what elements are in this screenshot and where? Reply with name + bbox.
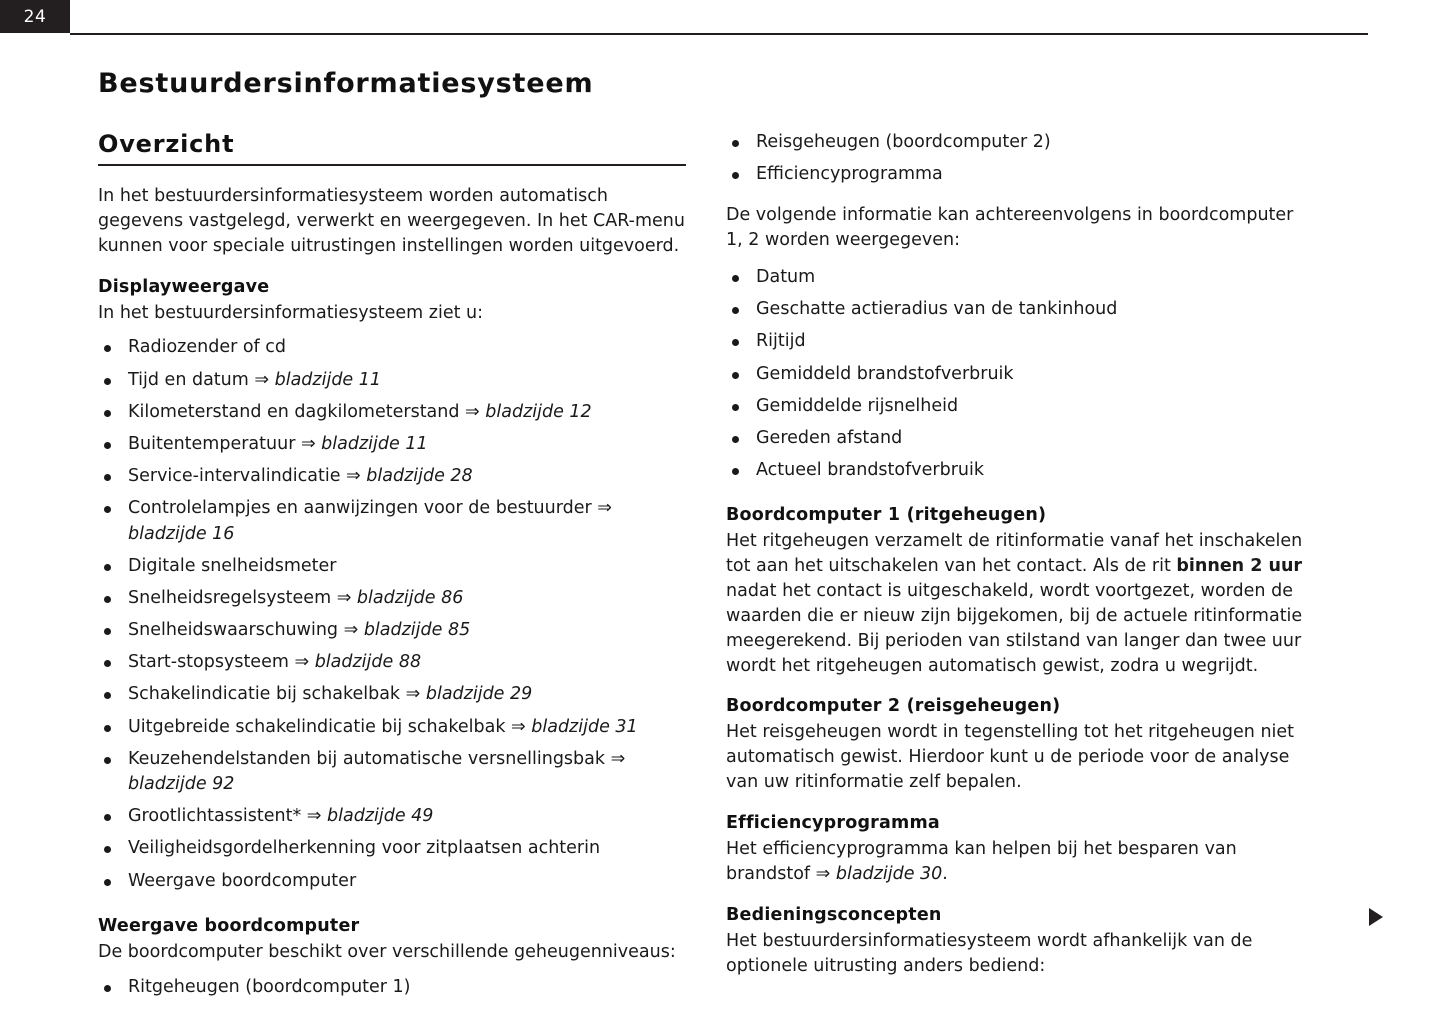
list-item: Efficiencyprogramma [726,162,1314,187]
bedieningsconcepten-paragraph: Het bestuurdersinformatiesysteem wordt afhankelijk van de optionele uitrusting anders bediend: [726,930,1253,976]
list-item: Digitale snelheidsmeter [98,554,686,579]
list-item: Tijd en datum ⇒ bladzijde 11 [98,368,686,393]
list-item: Radiozender of cd [98,335,686,360]
boordcomputer-2-paragraph: Het reisgeheugen wordt in tegenstelling tot het ritgeheugen niet automatisch gewist. Hierdoor kunt u de periode voor de analyse van uw ritinformatie zelf bepalen. [726,722,1295,793]
list-item: Weergave boordcomputer [98,869,686,894]
section-heading-overzicht: Overzicht [98,130,235,158]
left-column [98,130,686,1016]
intro-paragraph: In het bestuurdersinformatiesysteem worden automatisch gegevens vastgelegd, verwerkt en weergegeven. In het CAR-menu kunnen voor speciale uitrustingen instellingen worden uitgevoerd. [98,186,685,256]
boordcomputer-1-paragraph [726,529,1314,678]
list-item: Grootlichtassistent* ⇒ bladzijde 49 [98,804,686,829]
boordcomputer-list-continued [726,130,1314,187]
subheading-boordcomputer-1: Boordcomputer 1 (ritgeheugen) [726,505,1047,526]
list-item: Kilometerstand en dagkilometerstand ⇒ bladzijde 12 [98,400,686,425]
subheading-boordcomputer-2: Boordcomputer 2 (reisgeheugen) [726,696,1061,717]
page-title: Bestuurdersinformatiesysteem [98,68,594,99]
bc1-text-part1: Het ritgeheugen verzamelt de ritinformatie vanaf het inschakelen tot aan het uitschakelen van het contact. Als de rit [726,531,1303,577]
list-item: Gereden afstand [726,426,1314,451]
section-divider [98,164,686,166]
list-item: Service-intervalindicatie ⇒ bladzijde 28 [98,464,686,489]
header-divider [70,33,1368,35]
eff-text-part1: Het efficiencyprogramma kan helpen bij het besparen van brandstof [726,838,1237,884]
subheading-efficiencyprogramma: Efficiencyprogramma [726,812,940,833]
boordcomputer-intro: De boordcomputer beschikt over verschillende geheugenniveaus: [98,941,676,962]
list-item: Snelheidsregelsysteem ⇒ bladzijde 86 [98,586,686,611]
list-item: Gemiddeld brandstofverbruik [726,362,1314,387]
info-list [726,265,1314,483]
displayweergave-intro: In het bestuurdersinformatiesysteem ziet u: [98,302,483,323]
eff-text-part2: . [942,863,948,884]
bc1-text-part2: nadat het contact is uitgeschakeld, wordt voortgezet, worden de waarden die er nieuw zijn bijgekomen, bij de actuele ritinformatie meegerekend. Bij perioden van stilstand van langer dan twee uur wordt het ritgeheugen automatisch gewist, zodra u wegrijdt. [726,581,1303,676]
page-number: 24 [0,0,70,33]
list-item: Geschatte actieradius van de tankinhoud [726,297,1314,322]
efficiencyprogramma-paragraph [726,837,1314,887]
eff-page-reference: ⇒ bladzijde 30 [815,863,943,884]
list-item: Controlelampjes en aanwijzingen voor de bestuurder ⇒ bladzijde 16 [98,496,686,546]
continuation-arrow-icon [1369,908,1383,926]
list-item: Reisgeheugen (boordcomputer 2) [726,130,1314,155]
list-item: Ritgeheugen (boordcomputer 1) [98,975,686,1000]
list-item: Buitentemperatuur ⇒ bladzijde 11 [98,432,686,457]
displayweergave-list [98,335,686,893]
list-item: Snelheidswaarschuwing ⇒ bladzijde 85 [98,618,686,643]
list-item: Datum [726,265,1314,290]
list-item: Schakelindicatie bij schakelbak ⇒ bladzijde 29 [98,682,686,707]
list-item: Keuzehendelstanden bij automatische versnellingsbak ⇒ bladzijde 92 [98,747,686,797]
subheading-displayweergave: Displayweergave [98,276,270,297]
list-item: Actueel brandstofverbruik [726,458,1314,483]
list-item: Start-stopsysteem ⇒ bladzijde 88 [98,650,686,675]
list-item: Gemiddelde rijsnelheid [726,394,1314,419]
subheading-weergave-boordcomputer: Weergave boordcomputer [98,915,360,936]
info-intro-paragraph: De volgende informatie kan achtereenvolgens in boordcomputer 1, 2 worden weergegeven: [726,205,1294,251]
bc1-text-bold: binnen 2 uur [1176,556,1303,577]
list-item: Veiligheidsgordelherkenning voor zitplaatsen achterin [98,836,686,861]
list-item: Uitgebreide schakelindicatie bij schakelbak ⇒ bladzijde 31 [98,715,686,740]
subheading-bedieningsconcepten: Bedieningsconcepten [726,904,942,925]
right-column [726,130,1314,996]
boordcomputer-list [98,975,686,1000]
list-item: Rijtijd [726,329,1314,354]
